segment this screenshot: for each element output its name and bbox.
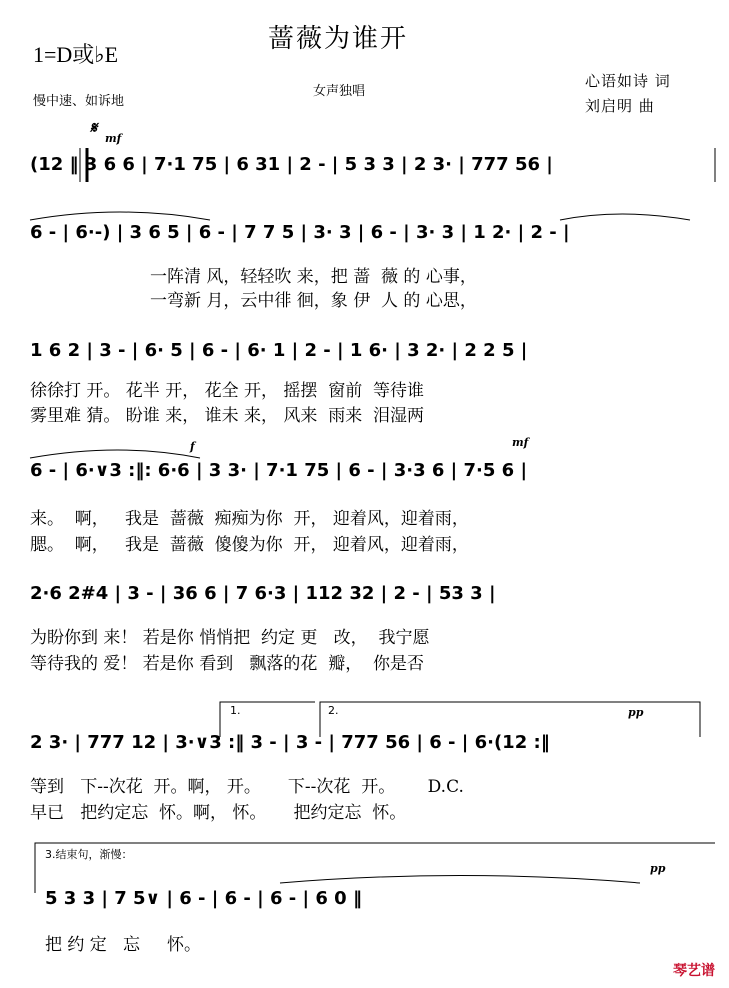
score-system-4 xyxy=(0,436,729,560)
score-system-5 xyxy=(0,583,729,673)
notation-line-2: 6 - | 6·-) | 3 6 5 | 6 - | 7 7 5 | 3· 3 | 6 - | 3· 3 | 1 2· | 2 - | xyxy=(30,222,570,243)
lyricist-credit: 心语如诗 词 xyxy=(585,72,671,90)
notation-line-5: 2·6 2#4 | 3 - | 36 6 | 7 6·3 | 112 32 | 2 - | 53 3 | xyxy=(30,583,496,604)
score-system-6 xyxy=(0,704,729,823)
dynamic-mf: mf xyxy=(512,436,529,449)
voice-type: 女声独唱 xyxy=(313,84,366,99)
volta-1-label: 1. xyxy=(230,704,241,717)
lyric-verse-2: 等待我的 爱！ 若是你 看到 飘落的花 瓣， 你是否 xyxy=(30,654,425,674)
lyric-verse-1: 把 约 定 忘 怀。 xyxy=(45,935,202,955)
notation-line-3: 1 6 2 | 3 - | 6· 5 | 6 - | 6· 1 | 2 - | 1 6· | 3 2· | 2 2 5 | xyxy=(30,340,528,361)
key-signature: 1=D或♭E xyxy=(33,42,119,67)
lyric-verse-2: 雾里难 猜。 盼谁 来， 谁未 来， 风来 雨来 泪湿两 xyxy=(30,406,425,426)
lyric-verse-2: 腮。 啊， 我是 蔷薇 傻傻为你 开， 迎着风，迎着雨， xyxy=(30,535,469,555)
dynamic-pp: pp xyxy=(650,862,666,875)
notation-line-7: 5 3 3 | 7 5∨ | 6 - | 6 - | 6 - | 6 0 ‖ xyxy=(45,888,362,909)
volta-2-label: 2. xyxy=(328,704,339,717)
lyric-verse-2: 早已 把约定忘 怀。啊， 怀。 把约定忘 怀。 xyxy=(30,803,407,823)
lyric-verse-1: 等到 下--次花 开。啊， 开。 下--次花 开。 D.C. xyxy=(30,777,464,797)
lyric-verse-1: 为盼你到 来！ 若是你 悄悄把 约定 更 改， 我宁愿 xyxy=(30,628,430,648)
lyric-verse-1: 一阵清 风，轻轻吹 来，把 蔷 薇 的 心事， xyxy=(150,267,477,287)
score-system-7 xyxy=(0,848,729,968)
volta-3-label: 3.结束句，渐慢： xyxy=(45,848,133,861)
segno-sign: 𝄋 xyxy=(90,118,97,137)
notation-line-4: 6 - | 6·∨3 :‖: 6·6 | 3 3· | 7·1 75 | 6 - | 3·3 6 | 7·5 6 | xyxy=(30,460,528,481)
score-system-3 xyxy=(0,340,729,430)
dynamic-pp: pp xyxy=(628,706,644,719)
notation-line-6: 2 3· | 777 12 | 3·∨3 :‖ 3 - | 3 - | 777 56 | 6 - | 6·(12 :‖ xyxy=(30,732,550,753)
composer-credit: 刘启明 曲 xyxy=(585,97,655,115)
lyric-verse-1: 来。 啊， 我是 蔷薇 痴痴为你 开， 迎着风，迎着雨， xyxy=(30,509,469,529)
dynamic-mf: mf xyxy=(105,132,122,145)
watermark-logo: 琴艺谱 xyxy=(673,963,715,979)
lyric-verse-1: 徐徐打 开。 花半 开， 花全 开， 摇摆 窗前 等待谁 xyxy=(30,381,425,401)
score-system-1 xyxy=(0,118,729,200)
lyric-verse-2: 一弯新 月，云中徘 徊，象 伊 人 的 心思， xyxy=(150,291,477,311)
notation-line-1: (12 ‖ 3 6 6 | 7·1 75 | 6 31 | 2 - | 5 3 3 | 2 3· | 777 56 | xyxy=(30,154,553,175)
song-title: 蔷薇为谁开 xyxy=(268,24,409,54)
score-system-2 xyxy=(0,222,729,312)
tempo-marking: 慢中速、如诉地 xyxy=(33,94,125,109)
dynamic-f: f xyxy=(190,440,195,453)
